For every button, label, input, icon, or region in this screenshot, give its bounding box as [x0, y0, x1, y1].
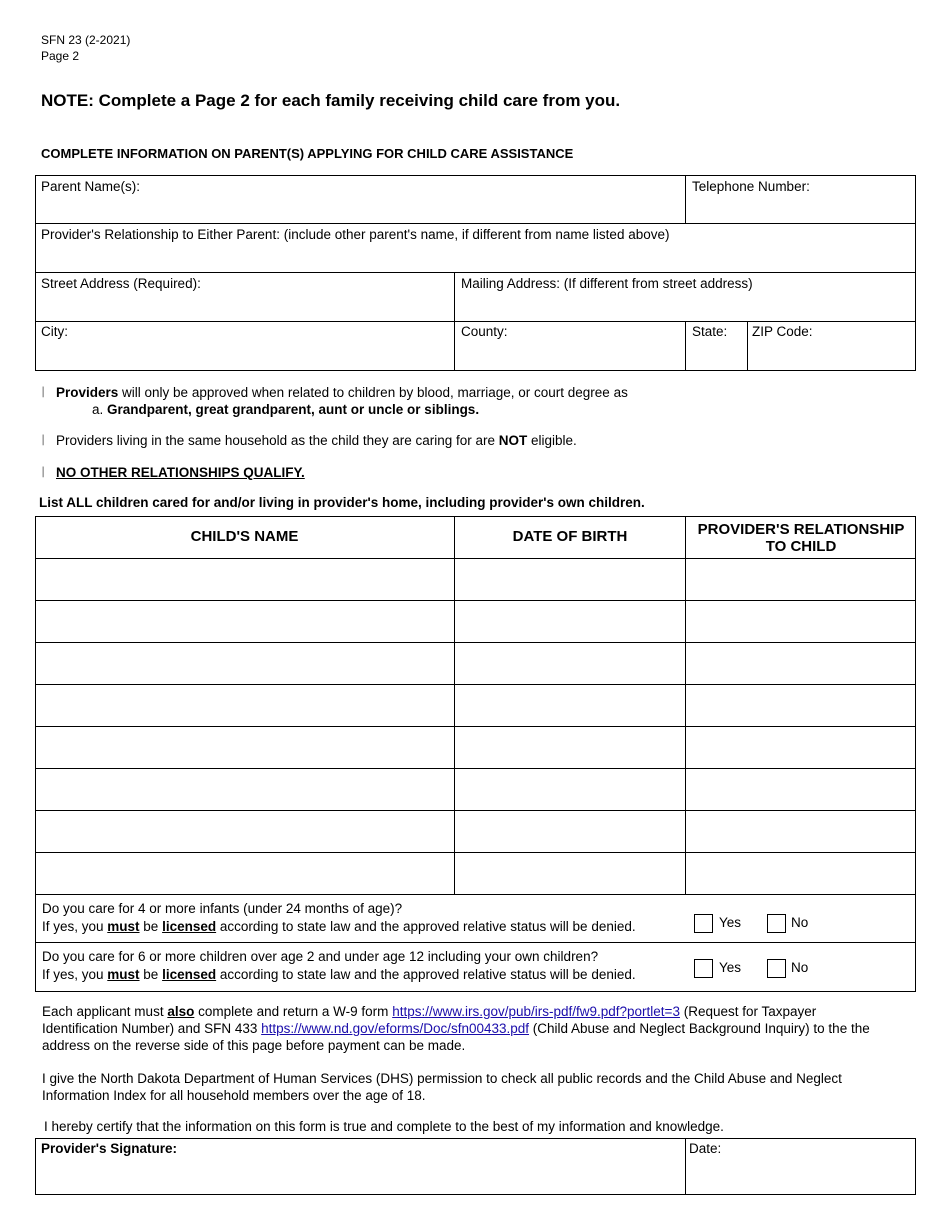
infants-yes-label: Yes [719, 915, 742, 930]
children-question-line1: Do you care for 6 or more children over age 2 and under age 12 including your own children? [42, 949, 599, 964]
child-dob-input[interactable] [455, 685, 685, 726]
child-relationship-input[interactable] [686, 853, 915, 894]
eligibility-bullet-2 [42, 432, 856, 449]
page-number: Page 2 [41, 49, 80, 63]
permission-paragraph: I give the North Dakota Department of Human Services (DHS) permission to check all public records and the Child Abuse and Neglect Information Index for all household members over the age of 18. [42, 1071, 842, 1103]
form-id [41, 32, 130, 64]
bullet-1-text: will only be approved when related to children by blood, marriage, or court degree as [118, 385, 628, 400]
child-name-input[interactable] [36, 727, 454, 768]
infants-question-line2 [42, 918, 636, 936]
relationship-field[interactable] [35, 223, 916, 272]
grid-line [35, 894, 916, 895]
col-relationship-line2: TO CHILD [765, 538, 837, 555]
p1-c: (Request for Taxpayer Identification Number) and SFN 433 [42, 1004, 817, 1036]
providers-bold: Providers [56, 385, 119, 400]
bullet-2-end: eligible. [527, 433, 577, 448]
state-label: State: [692, 324, 728, 339]
sub-text: Grandparent, great grandparent, aunt or uncle or siblings. [107, 402, 480, 417]
p1-d: (Child Abuse and Neglect Background Inquiry) to the the address on the reverse side of this page before payment can be made. [42, 1021, 870, 1053]
city-field[interactable] [35, 321, 454, 371]
children-question [42, 948, 636, 984]
parent-names-label: Parent Name(s): [41, 179, 141, 194]
infants-question [42, 900, 636, 936]
child-dob-input[interactable] [455, 727, 685, 768]
p1-a: Each applicant must [42, 1004, 168, 1019]
infants-question-line1: Do you care for 4 or more infants (under 24 months of age)? [42, 901, 403, 916]
be-text: be [139, 967, 163, 982]
form-number: SFN 23 (2-2021) [41, 33, 131, 47]
section-title: COMPLETE INFORMATION ON PARENT(S) APPLYING FOR CHILD CARE ASSISTANCE [41, 146, 574, 161]
street-address-field[interactable] [35, 272, 454, 321]
signature-field[interactable] [35, 1138, 685, 1195]
infants-yes-checkbox[interactable] [694, 914, 713, 933]
if-yes-text: If yes, you [42, 967, 108, 982]
date-field[interactable] [686, 1138, 916, 1195]
col-child-name: CHILD'S NAME [190, 528, 299, 545]
be-text: be [139, 919, 163, 934]
not-bold: NOT [498, 433, 528, 448]
if-yes-text: If yes, you [42, 919, 108, 934]
county-field[interactable] [455, 321, 685, 371]
children-yes-label: Yes [719, 960, 742, 975]
w9-paragraph [42, 1003, 892, 1054]
child-name-input[interactable] [36, 769, 454, 810]
child-relationship-input[interactable] [686, 643, 915, 684]
zip-field[interactable] [748, 321, 916, 371]
telephone-label: Telephone Number: [692, 179, 810, 194]
state-field[interactable] [686, 321, 747, 371]
sfn433-link[interactable]: https://www.nd.gov/eforms/Doc/sfn00433.pdf [261, 1021, 530, 1036]
mailing-address-label: Mailing Address: (If different from street address) [461, 276, 753, 291]
county-label: County: [461, 324, 508, 339]
bullet-icon: ⎢ [42, 467, 47, 477]
child-name-input[interactable] [36, 685, 454, 726]
children-instructions: List ALL children cared for and/or living in provider's home, including provider's own children. [39, 495, 645, 510]
child-relationship-input[interactable] [686, 559, 915, 600]
child-name-input[interactable] [36, 601, 454, 642]
certify-paragraph: I hereby certify that the information on this form is true and complete to the best of my information and knowledge. [44, 1119, 724, 1134]
bullet-icon: ⎢ [42, 435, 47, 445]
child-relationship-input[interactable] [686, 769, 915, 810]
licensed-text: licensed [162, 967, 217, 982]
col-relationship-line1: PROVIDER'S RELATIONSHIP [697, 521, 905, 538]
children-yes-checkbox[interactable] [694, 959, 713, 978]
child-relationship-input[interactable] [686, 685, 915, 726]
child-dob-input[interactable] [455, 643, 685, 684]
child-name-input[interactable] [36, 853, 454, 894]
tail-text: according to state law and the approved relative status will be denied. [216, 919, 636, 934]
w9-link[interactable]: https://www.irs.gov/pub/irs-pdf/fw9.pdf?portlet=3 [392, 1004, 680, 1019]
city-label: City: [41, 324, 68, 339]
date-label: Date: [689, 1141, 722, 1156]
col-relationship [686, 521, 916, 555]
street-address-label: Street Address (Required): [41, 276, 201, 291]
also-text: also [167, 1004, 195, 1019]
child-dob-input[interactable] [455, 853, 685, 894]
licensed-text: licensed [162, 919, 217, 934]
infants-no-label: No [791, 915, 809, 930]
child-relationship-input[interactable] [686, 601, 915, 642]
must-text: must [107, 919, 140, 934]
zip-label: ZIP Code: [752, 324, 813, 339]
tail-text: according to state law and the approved relative status will be denied. [216, 967, 636, 982]
sub-prefix: a. [92, 402, 108, 417]
col-date-of-birth: DATE OF BIRTH [512, 528, 628, 545]
child-name-input[interactable] [36, 643, 454, 684]
child-dob-input[interactable] [455, 601, 685, 642]
children-question-line2 [42, 966, 636, 984]
children-no-label: No [791, 960, 809, 975]
infants-no-checkbox[interactable] [767, 914, 786, 933]
parent-names-field[interactable] [35, 175, 685, 223]
child-relationship-input[interactable] [686, 811, 915, 852]
eligibility-bullet-3 [42, 464, 856, 481]
bullet-2-text: Providers living in the same household as the child they are caring for are [56, 433, 499, 448]
bullet-1-sub [56, 401, 856, 418]
eligibility-bullet-1 [42, 384, 856, 418]
child-name-input[interactable] [36, 559, 454, 600]
signature-label: Provider's Signature: [41, 1141, 177, 1156]
child-dob-input[interactable] [455, 559, 685, 600]
child-name-input[interactable] [36, 811, 454, 852]
must-text: must [107, 967, 140, 982]
child-dob-input[interactable] [455, 811, 685, 852]
child-dob-input[interactable] [455, 769, 685, 810]
relationship-label: Provider's Relationship to Either Parent: (include other parent's name, if different from name listed above) [41, 227, 670, 242]
bullet-icon: ⎢ [42, 387, 47, 397]
grid-line [35, 942, 916, 943]
no-other-relationships: NO OTHER RELATIONSHIPS QUALIFY. [56, 465, 305, 480]
children-no-checkbox[interactable] [767, 959, 786, 978]
p1-b: complete and return a W-9 form [194, 1004, 393, 1019]
child-relationship-input[interactable] [686, 727, 915, 768]
mailing-address-field[interactable] [455, 272, 916, 321]
page-note: NOTE: Complete a Page 2 for each family receiving child care from you. [41, 91, 621, 110]
telephone-field[interactable] [686, 175, 916, 223]
